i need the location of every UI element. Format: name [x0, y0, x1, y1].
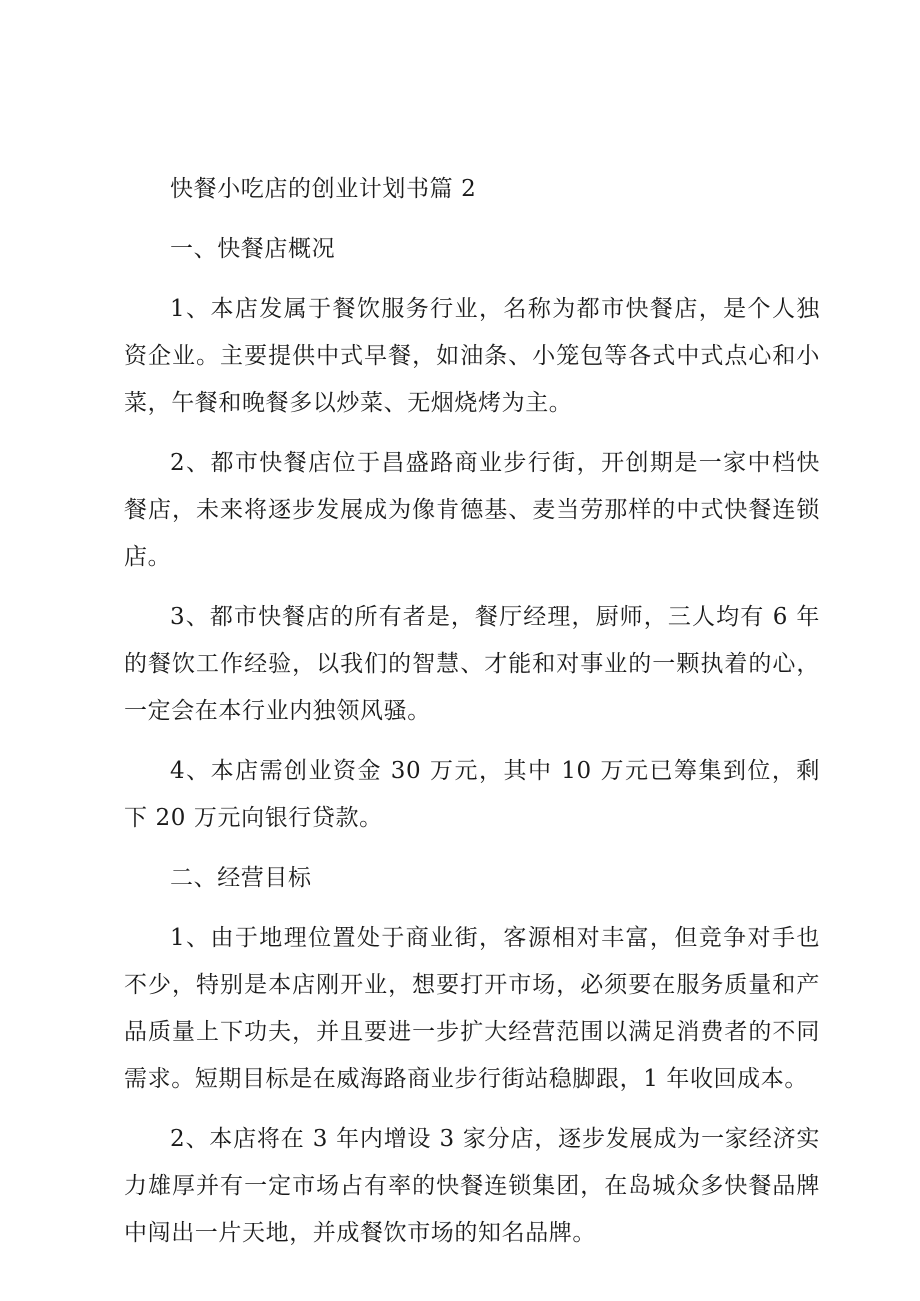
paragraph: 2、本店将在 3 年内增设 3 家分店，逐步发展成为一家经济实力雄厚并有一定市场占有率的快餐连锁集团，在岛城众多快餐品牌中闯出一片天地，并成餐饮市场的知名品牌。 — [124, 1126, 820, 1246]
paragraph: 1、由于地理位置处于商业街，客源相对丰富，但竞争对手也不少，特别是本店刚开业，想要打开市场，必须要在服务质量和产品质量上下功夫，并且要进一步扩大经营范围以满足消费者的不同需求。短期目标是在威海路商业步行街站稳脚跟，1 年收回成本。 — [124, 925, 820, 1092]
section-heading-overview: 一、快餐店概况 — [170, 236, 336, 262]
document-page — [124, 166, 820, 1270]
paragraph: 2、都市快餐店位于昌盛路商业步行街，开创期是一家中档快餐店，未来将逐步发展成为像肯德基、麦当劳那样的中式快餐连锁店。 — [124, 450, 820, 570]
section-heading-goals: 二、经营目标 — [170, 865, 312, 891]
paragraph: 3、都市快餐店的所有者是，餐厅经理，厨师，三人均有 6 年的餐饮工作经验，以我们的智慧、才能和对事业的一颗执着的心，一定会在本行业内独领风骚。 — [124, 604, 820, 724]
paragraph: 4、本店需创业资金 30 万元，其中 10 万元已筹集到位，剩下 20 万元向银行贷款。 — [124, 758, 820, 831]
document-title: 快餐小吃店的创业计划书篇 2 — [170, 176, 477, 202]
paragraph: 1、本店发属于餐饮服务行业，名称为都市快餐店，是个人独资企业。主要提供中式早餐，如油条、小笼包等各式中式点心和小菜，午餐和晚餐多以炒菜、无烟烧烤为主。 — [124, 296, 820, 416]
